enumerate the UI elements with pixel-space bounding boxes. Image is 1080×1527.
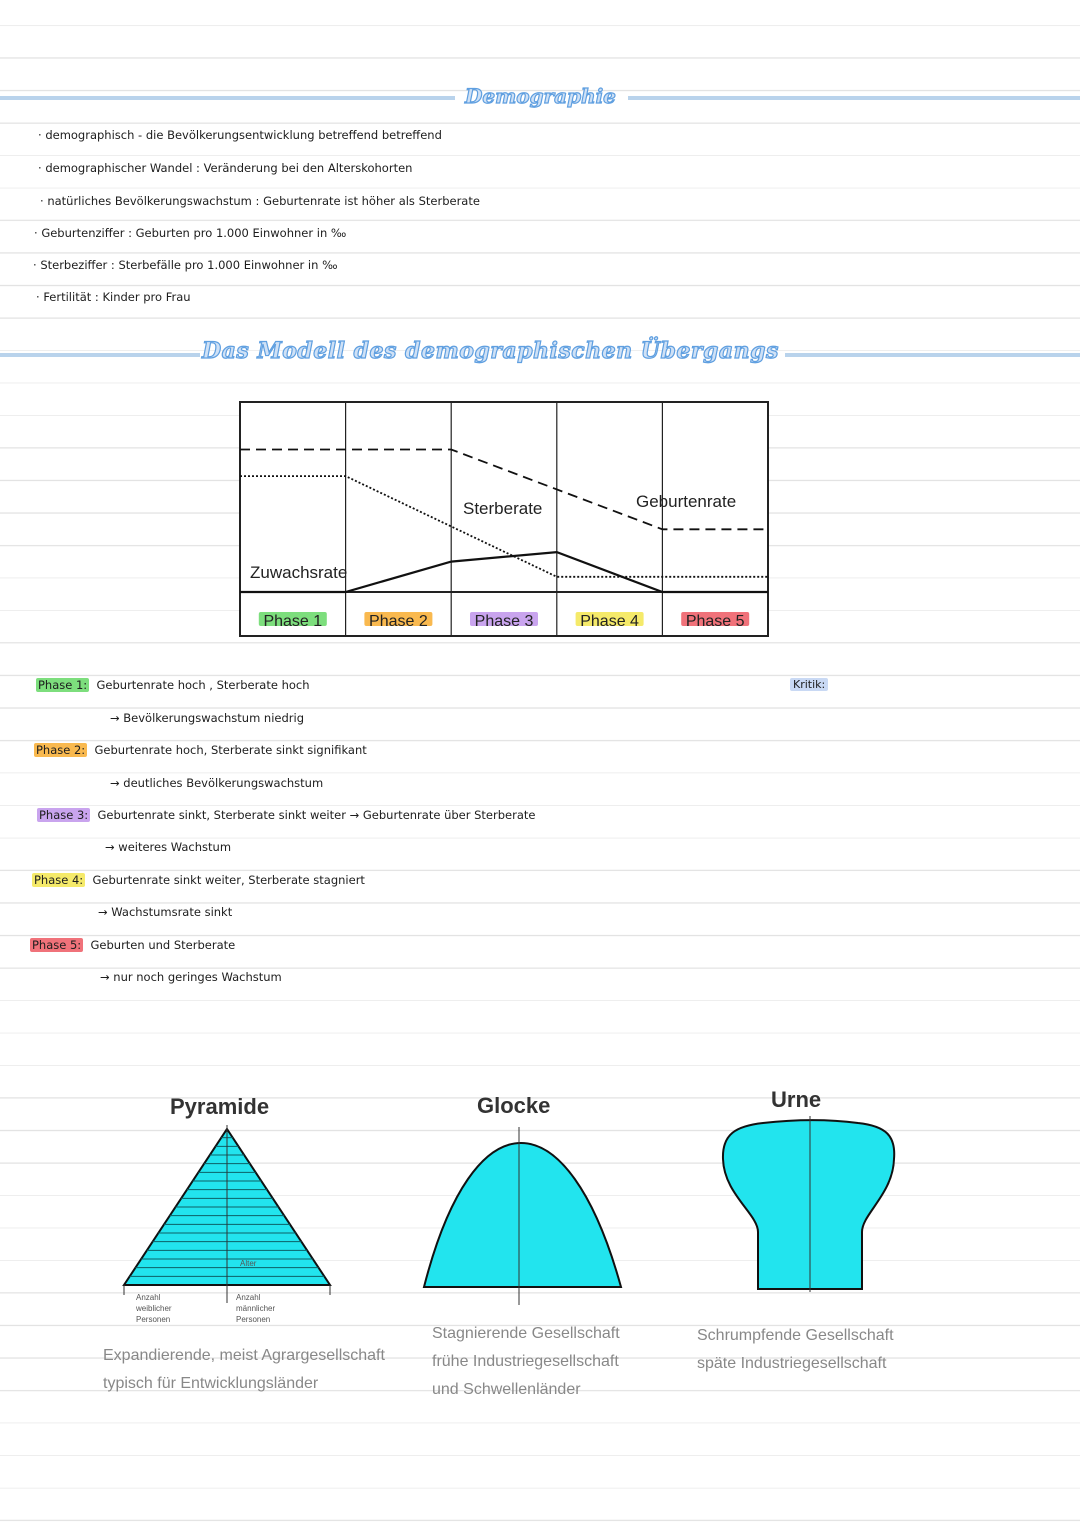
phase-description: Geburtenrate hoch, Sterberate sinkt signifikant <box>94 743 367 757</box>
definition-separator: - <box>138 128 143 142</box>
pyramid-caption-line-2: typisch für Entwicklungsländer <box>103 1375 319 1392</box>
chart-border <box>240 402 768 636</box>
phase-label: Phase 1: <box>38 678 88 692</box>
phase-row <box>32 873 365 887</box>
definition-row <box>34 226 346 240</box>
phase-description: Geburten und Sterberate <box>90 938 236 952</box>
definition-separator: : <box>94 290 99 304</box>
phase-row <box>36 678 310 692</box>
definition-term: Sterbeziffer <box>40 258 108 272</box>
definition-row <box>36 290 191 304</box>
left-axis-line-2: weiblicher <box>136 1304 172 1313</box>
definition-separator: : <box>196 161 200 175</box>
urn-caption <box>697 1322 894 1378</box>
phase-label: Phase 3: <box>39 808 89 822</box>
phase-description: Geburtenrate hoch , Sterberate hoch <box>96 678 310 692</box>
bell-caption-line-1: Stagnierende Gesellschaft <box>432 1325 620 1342</box>
definition-separator: : <box>255 194 260 208</box>
definition-text: Geburten pro 1.000 Einwohner in ‰ <box>135 226 347 240</box>
right-axis-line-1: Anzahl <box>236 1293 261 1302</box>
bell-title: Glocke <box>477 1093 551 1118</box>
pyramid-right-axis <box>236 1292 275 1325</box>
phase-row <box>30 938 235 952</box>
definition-term: Fertilität <box>43 290 92 304</box>
definition-row <box>33 258 338 272</box>
phase-description: Geburtenrate sinkt weiter, Sterberate stagniert <box>92 873 365 887</box>
definition-text: Sterbefälle pro 1.000 Einwohner in ‰ <box>118 258 338 272</box>
phase-row <box>37 808 535 822</box>
pyramid-caption-line-1: Expandierende, meist Agrargesellschaft <box>103 1347 385 1364</box>
phase-row <box>34 743 367 757</box>
urn-title: Urne <box>771 1087 822 1112</box>
urn-caption-line-1: Schrumpfende Gesellschaft <box>697 1327 894 1344</box>
definition-row <box>38 161 412 175</box>
definition-row <box>40 194 480 208</box>
definition-term: Geburtenziffer <box>41 226 125 240</box>
definition-text: Kinder pro Frau <box>102 290 191 304</box>
urn-caption-line-2: späte Industriegesellschaft <box>697 1355 887 1372</box>
left-axis-line-3: Personen <box>136 1315 171 1324</box>
model-title: Das Modell des demographischen Übergangs <box>202 338 779 364</box>
definition-row <box>38 128 442 142</box>
phase-consequence: → Bevölkerungswachstum niedrig <box>110 711 305 725</box>
kritik-label: Kritik: <box>790 678 828 691</box>
definition-bullet: · <box>36 290 44 304</box>
model-rule-left <box>0 353 200 357</box>
chart-annotation: Sterberate <box>463 499 543 518</box>
phase-tick-label: Phase 4 <box>580 613 639 630</box>
definition-bullet: · <box>40 194 48 208</box>
definition-bullet: · <box>38 161 46 175</box>
bell-caption <box>432 1320 620 1404</box>
pyramid-shape <box>120 1125 335 1305</box>
right-axis-line-3: Personen <box>236 1315 271 1324</box>
phase-label: Phase 4: <box>34 873 84 887</box>
transition-chart <box>238 400 770 638</box>
pyramid-inner-label: Alter <box>240 1259 257 1268</box>
phase-consequence: → nur noch geringes Wachstum <box>100 970 282 984</box>
chart-annotation: Zuwachsrate <box>250 563 348 582</box>
pyramid-title: Pyramide <box>170 1094 270 1119</box>
phase-label: Phase 2: <box>36 743 86 757</box>
definition-term: demographisch <box>45 128 135 142</box>
phase-tick-label: Phase 1 <box>263 613 323 630</box>
model-rule-right <box>785 353 1080 357</box>
phase-description: Geburtenrate sinkt, Sterberate sinkt weiter → Geburtenrate über Sterberate <box>97 808 536 822</box>
definition-separator: : <box>110 258 115 272</box>
definition-bullet: · <box>34 226 42 240</box>
phase-consequence: → deutliches Bevölkerungswachstum <box>110 776 324 790</box>
definition-text: die Bevölkerungsentwicklung betreffend betreffend <box>145 128 442 142</box>
pyramid-left-axis <box>136 1292 172 1325</box>
bell-caption-line-3: und Schwellenländer <box>432 1381 581 1398</box>
phase-consequence: → Wachstumsrate sinkt <box>98 905 233 919</box>
right-axis-line-2: männlicher <box>236 1304 276 1313</box>
definition-term: demographischer Wandel <box>45 161 193 175</box>
definition-bullet: · <box>33 258 41 272</box>
bell-caption-line-2: frühe Industriegesellschaft <box>432 1353 619 1370</box>
pyramid-caption <box>103 1342 385 1398</box>
chart-annotation: Geburtenrate <box>636 492 737 511</box>
definition-bullet: · <box>38 128 46 142</box>
left-axis-line-1: Anzahl <box>136 1293 161 1302</box>
title-rule-left <box>0 96 455 100</box>
phase-tick-label: Phase 3 <box>474 613 534 630</box>
page-title: Demographie <box>465 84 616 108</box>
title-rule-right <box>628 96 1080 100</box>
definition-text: Veränderung bei den Alterskohorten <box>203 161 413 175</box>
definition-term: natürliches Bevölkerungswachstum <box>47 194 252 208</box>
bell-shape <box>418 1125 628 1307</box>
phase-consequence: → weiteres Wachstum <box>105 840 232 854</box>
definition-separator: : <box>128 226 132 240</box>
phase-tick-label: Phase 5 <box>685 613 745 630</box>
phase-tick-label: Phase 2 <box>369 613 428 630</box>
definition-text: Geburtenrate ist höher als Sterberate <box>263 194 480 208</box>
phase-label: Phase 5: <box>32 938 82 952</box>
urn-shape <box>718 1114 902 1294</box>
